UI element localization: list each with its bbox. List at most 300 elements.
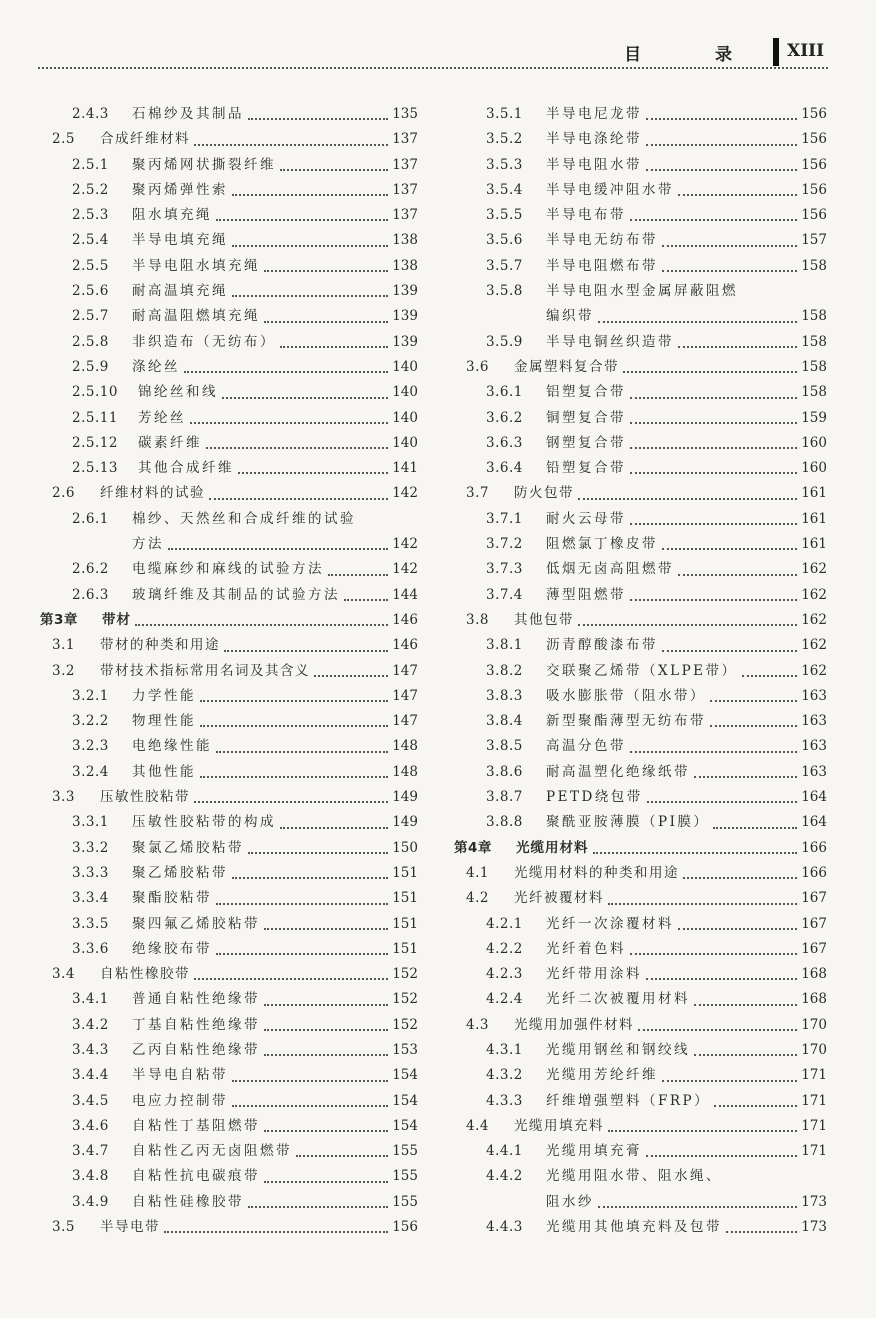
toc-entry-number: 4.2.1: [486, 915, 523, 932]
toc-entry[interactable]: [454, 127, 827, 152]
toc-entry-number: 3.3.6: [72, 940, 109, 957]
toc-leader-dots: [630, 953, 797, 955]
toc-page-number: 140: [392, 384, 418, 401]
toc-entry-title: 半导电无纺布带: [546, 232, 658, 249]
toc-entry-number: 2.5.10: [72, 384, 118, 401]
toc-entry[interactable]: [454, 633, 827, 658]
toc-leader-dots: [232, 245, 388, 247]
toc-page-number: 163: [801, 763, 827, 780]
toc-entry-number: 3.6.3: [486, 434, 523, 451]
toc-leader-dots: [264, 1029, 388, 1031]
toc-entry-number: 3.5.1: [486, 106, 523, 122]
toc-entry[interactable]: [454, 1063, 827, 1088]
toc-page-number: 162: [801, 561, 827, 578]
toc-entry-title: 光缆用芳纶纤维: [546, 1067, 658, 1084]
toc-entry-title: 普通自粘性绝缘带: [132, 991, 260, 1008]
toc-entry[interactable]: [454, 912, 827, 937]
toc-page-number: 156: [801, 207, 827, 224]
toc-entry-number: 2.5.2: [72, 181, 109, 198]
toc-leader-dots: [264, 270, 388, 272]
toc-entry[interactable]: [454, 1038, 827, 1063]
toc-entry[interactable]: [454, 406, 827, 431]
toc-leader-dots: [200, 700, 388, 702]
toc-entry-title: 半导电阻水带: [546, 156, 642, 173]
toc-entry-title: 半导电阻水型金属屏蔽阻燃: [546, 283, 738, 300]
toc-leader-dots: [598, 321, 797, 323]
toc-page-number: 148: [392, 763, 418, 780]
toc-entry-title: 薄型阻燃带: [546, 586, 626, 603]
toc-entry[interactable]: [40, 937, 418, 962]
toc-entry[interactable]: [454, 330, 827, 355]
toc-page-number: 154: [392, 1092, 418, 1109]
toc-entry[interactable]: [454, 532, 827, 557]
toc-entry-number: 2.5.4: [72, 232, 109, 249]
toc-entry-title: 光纤着色料: [546, 940, 626, 957]
toc-entry[interactable]: [40, 760, 418, 785]
toc-entry-title: 碳素纤维: [138, 434, 202, 451]
toc-entry-title: 乙丙自粘性绝缘带: [132, 1041, 260, 1058]
toc-page-number: 161: [801, 510, 827, 527]
toc-entry[interactable]: [454, 228, 827, 253]
toc-page-number: 161: [801, 536, 827, 553]
toc-entry-number: 3.4.3: [72, 1041, 109, 1058]
toc-leader-dots: [248, 118, 388, 120]
header-page-number: XIII: [787, 41, 825, 61]
toc-entry-number: 2.6.2: [72, 561, 109, 578]
toc-page-number: 154: [392, 1117, 418, 1134]
toc-entry-number: 4.4.2: [486, 1168, 523, 1185]
toc-entry-number: 3.2.4: [72, 763, 109, 780]
toc-entry[interactable]: [40, 1190, 418, 1215]
toc-page-number: 171: [801, 1143, 827, 1160]
toc-entry[interactable]: [40, 507, 418, 532]
toc-entry-number: 2.5.6: [72, 283, 109, 300]
toc-entry[interactable]: [40, 355, 418, 380]
toc-entry[interactable]: [40, 583, 418, 608]
toc-entry-number: 3.7.1: [486, 510, 523, 527]
toc-page-number: 162: [801, 611, 827, 628]
toc-entry[interactable]: [454, 481, 827, 506]
toc-leader-dots: [742, 675, 798, 677]
toc-page-number: 160: [801, 460, 827, 477]
toc-entry-number: 2.5.3: [72, 207, 109, 224]
toc-entry[interactable]: [454, 709, 827, 734]
toc-leader-dots: [623, 371, 797, 373]
toc-leader-dots: [694, 776, 797, 778]
toc-entry-number: 3.5.2: [486, 131, 523, 148]
toc-entry[interactable]: [40, 431, 418, 456]
toc-entry-number: 3.6: [466, 358, 489, 375]
toc-entry-title: 聚四氟乙烯胶粘带: [132, 915, 260, 932]
toc-entry-title: 新型聚酯薄型无纺布带: [546, 713, 706, 730]
toc-entry-number: 3.4.1: [72, 991, 109, 1008]
toc-page-number: 158: [801, 384, 827, 401]
toc-entry-number: 4.2.3: [486, 966, 523, 983]
toc-leader-dots: [238, 472, 388, 474]
toc-entry-title: 压敏性胶粘带: [100, 789, 190, 806]
toc-entry[interactable]: [40, 279, 418, 304]
toc-entry[interactable]: [454, 987, 827, 1012]
toc-entry[interactable]: [40, 127, 418, 152]
toc-page-number: 151: [392, 890, 418, 907]
toc-page-number: 163: [801, 713, 827, 730]
toc-entry-number: 3.8.5: [486, 738, 523, 755]
toc-entry-number: 2.6.3: [72, 586, 109, 603]
toc-entry-number: 3.8.4: [486, 713, 523, 730]
toc-entry[interactable]: [40, 659, 418, 684]
header-bar: [773, 38, 779, 66]
toc-page-number: 148: [392, 738, 418, 755]
toc-entry-title: 半导电阻燃布带: [546, 257, 658, 274]
toc-entry[interactable]: [40, 962, 418, 987]
toc-page-number: 153: [392, 1041, 418, 1058]
toc-entry-number: 3.7.3: [486, 561, 523, 578]
toc-leader-dots: [264, 1130, 388, 1132]
toc-page-number: 158: [801, 257, 827, 274]
toc-leader-dots: [280, 346, 388, 348]
toc-entry[interactable]: [40, 1164, 418, 1189]
toc-entry[interactable]: [454, 102, 827, 127]
toc-entry[interactable]: [454, 659, 827, 684]
toc-leader-dots: [248, 852, 388, 854]
toc-page-number: 156: [801, 181, 827, 198]
toc-entry-number: 3.5: [52, 1219, 75, 1236]
toc-entry[interactable]: [454, 203, 827, 228]
toc-entry[interactable]: [40, 456, 418, 481]
toc-entry-number: 2.4.3: [72, 106, 109, 122]
toc-entry-title: 方法: [132, 536, 164, 553]
toc-entry-title: 高温分色带: [546, 738, 626, 755]
toc-entry[interactable]: [40, 861, 418, 886]
toc-entry[interactable]: [454, 153, 827, 178]
toc-entry-title: 光缆用其他填充料及包带: [546, 1219, 722, 1236]
toc-entry[interactable]: [454, 734, 827, 759]
toc-entry-number: 3.6.4: [486, 460, 523, 477]
page-header: [0, 0, 876, 80]
toc-entry-title: 铝塑复合带: [546, 384, 626, 401]
toc-entry-number: 3.6.2: [486, 409, 523, 426]
toc-entry-number: 第4章: [454, 839, 492, 856]
toc-entry-title: 非织造布（无纺布）: [132, 333, 276, 350]
toc-leader-dots: [135, 624, 388, 626]
toc-entry[interactable]: [454, 886, 827, 911]
toc-entry[interactable]: [454, 937, 827, 962]
toc-entry[interactable]: [40, 912, 418, 937]
toc-entry[interactable]: [40, 1089, 418, 1114]
toc-entry-number: 3.5.8: [486, 283, 523, 300]
toc-leader-dots: [328, 574, 388, 576]
toc-leader-dots: [164, 1231, 388, 1233]
toc-page-number: 157: [801, 232, 827, 249]
toc-entry[interactable]: [454, 254, 827, 279]
header-title: 目 录: [624, 45, 766, 65]
toc-entry-title: 自粘性硅橡胶带: [132, 1193, 244, 1210]
toc-leader-dots: [209, 498, 388, 500]
toc-leader-dots: [232, 877, 388, 879]
toc-entry[interactable]: [454, 380, 827, 405]
toc-entry-title: 编织带: [546, 308, 594, 325]
toc-page-number: 167: [801, 940, 827, 957]
toc-entry[interactable]: [40, 810, 418, 835]
toc-entry[interactable]: [40, 406, 418, 431]
toc-entry-number: 3.4: [52, 966, 75, 983]
toc-page-number: 146: [392, 611, 418, 628]
toc-entry[interactable]: [454, 785, 827, 810]
toc-entry-number: 3.8.7: [486, 789, 523, 806]
toc-entry-title: 耐火云母带: [546, 510, 626, 527]
toc-leader-dots: [264, 321, 388, 323]
toc-page-number: 173: [801, 1193, 827, 1210]
toc-leader-dots: [168, 548, 388, 550]
toc-entry[interactable]: [40, 228, 418, 253]
toc-entry-title: 自粘性橡胶带: [100, 966, 190, 983]
toc-entry-number: 2.6: [52, 485, 75, 502]
toc-entry-title: 光缆用材料: [516, 839, 589, 856]
toc-entry-title: 锦纶丝和线: [138, 384, 218, 401]
toc-entry[interactable]: [454, 431, 827, 456]
toc-leader-dots: [630, 599, 797, 601]
toc-entry[interactable]: [40, 254, 418, 279]
toc-entry-title: 阻水纱: [546, 1193, 594, 1210]
toc-entry[interactable]: [454, 861, 827, 886]
toc-entry-title: 自粘性抗电碳痕带: [132, 1168, 260, 1185]
toc-page-number: 170: [801, 1041, 827, 1058]
toc-entry[interactable]: [40, 153, 418, 178]
toc-entry[interactable]: [454, 178, 827, 203]
toc-entry[interactable]: [454, 684, 827, 709]
toc-entry[interactable]: [454, 279, 827, 304]
toc-page-number: 167: [801, 915, 827, 932]
toc-entry[interactable]: [454, 507, 827, 532]
toc-entry[interactable]: [40, 178, 418, 203]
toc-entry-title: 物理性能: [132, 713, 196, 730]
toc-entry[interactable]: [454, 456, 827, 481]
toc-page-number: 162: [801, 662, 827, 679]
toc-leader-dots: [280, 827, 388, 829]
toc-page-number: 139: [392, 308, 418, 325]
toc-entry-number: 3.8.3: [486, 687, 523, 704]
toc-entry[interactable]: [454, 1215, 827, 1240]
toc-leader-dots: [232, 194, 388, 196]
toc-entry[interactable]: [40, 684, 418, 709]
toc-entry[interactable]: [40, 987, 418, 1012]
toc-page-number: 156: [801, 106, 827, 122]
toc-entry[interactable]: [40, 1139, 418, 1164]
toc-entry-title: 光缆用加强件材料: [514, 1016, 634, 1033]
toc-entry[interactable]: [40, 1114, 418, 1139]
toc-entry-title: 聚酰亚胺薄膜（PI膜）: [546, 814, 710, 831]
toc-leader-dots: [662, 650, 797, 652]
toc-left-column: [40, 102, 418, 1240]
toc-entry-title: 半导电铜丝织造带: [546, 333, 674, 350]
toc-entry-title: 耐高温塑化绝缘纸带: [546, 763, 690, 780]
toc-leader-dots: [694, 1004, 797, 1006]
toc-page-number: 151: [392, 915, 418, 932]
toc-chapter[interactable]: [454, 836, 827, 861]
toc-entry[interactable]: [40, 734, 418, 759]
toc-entry[interactable]: [40, 557, 418, 582]
toc-leader-dots: [678, 194, 797, 196]
toc-page-number: 162: [801, 637, 827, 654]
toc-entry-number: 3.5.7: [486, 257, 523, 274]
toc-entry[interactable]: [40, 709, 418, 734]
toc-leader-dots: [264, 1181, 388, 1183]
toc-leader-dots: [630, 523, 797, 525]
toc-chapter[interactable]: [40, 608, 418, 633]
toc-entry[interactable]: [454, 608, 827, 633]
toc-page-number: 141: [392, 460, 418, 477]
toc-entry-number: 3.7: [466, 485, 489, 502]
toc-leader-dots: [344, 599, 388, 601]
toc-leader-dots: [694, 1054, 797, 1056]
toc-page-number: 142: [392, 536, 418, 553]
toc-entry[interactable]: [40, 203, 418, 228]
toc-entry[interactable]: [40, 481, 418, 506]
toc-page-number: 171: [801, 1092, 827, 1109]
toc-entry[interactable]: [40, 1215, 418, 1240]
toc-leader-dots: [598, 1206, 797, 1208]
toc-leader-dots: [248, 1206, 388, 1208]
toc-entry-number: 3.3.5: [72, 915, 109, 932]
toc-entry-number: 3.3.4: [72, 890, 109, 907]
toc-leader-dots: [216, 751, 388, 753]
toc-entry-title: 半导电带: [100, 1219, 160, 1236]
toc-entry[interactable]: [454, 1114, 827, 1139]
toc-entry[interactable]: [40, 102, 418, 127]
toc-entry-number: 3.3.3: [72, 864, 109, 881]
toc-entry[interactable]: [40, 1038, 418, 1063]
toc-entry[interactable]: [40, 785, 418, 810]
toc-leader-dots: [200, 725, 388, 727]
toc-page-number: 154: [392, 1067, 418, 1084]
toc-entry-number: 3.2.1: [72, 687, 109, 704]
toc-page-number: 147: [392, 662, 418, 679]
toc-entry[interactable]: [40, 1013, 418, 1038]
toc-page-number: 140: [392, 409, 418, 426]
toc-leader-dots: [710, 700, 797, 702]
toc-page-number: 171: [801, 1067, 827, 1084]
toc-page-number: 144: [392, 586, 418, 603]
toc-entry[interactable]: [454, 355, 827, 380]
toc-entry-number: 3.4.2: [72, 1016, 109, 1033]
toc-page-number: 146: [392, 637, 418, 654]
toc-entry[interactable]: [454, 1089, 827, 1114]
toc-entry-title: 电应力控制带: [132, 1092, 228, 1109]
toc-entry-title: 交联聚乙烯带（XLPE带）: [546, 662, 738, 679]
toc-entry-title: 绝缘胶布带: [132, 940, 212, 957]
toc-page-number: 164: [801, 814, 827, 831]
toc-entry-title: 光纤被覆材料: [514, 890, 604, 907]
toc-entry[interactable]: [40, 886, 418, 911]
toc-entry-number: 2.6.1: [72, 510, 109, 527]
toc-entry-title: 光缆用材料的种类和用途: [514, 864, 679, 881]
toc-page-number: 139: [392, 333, 418, 350]
toc-entry-title: 芳纶丝: [138, 409, 186, 426]
toc-entry-title: PETD绕包带: [546, 789, 643, 806]
toc-entry-title: 阻水填充绳: [132, 207, 212, 224]
toc-page-number: 137: [392, 181, 418, 198]
toc-entry[interactable]: [454, 1013, 827, 1038]
toc-entry-title: 力学性能: [132, 687, 196, 704]
toc-entry-title: 玻璃纤维及其制品的试验方法: [132, 586, 340, 603]
toc-leader-dots: [662, 245, 797, 247]
toc-leader-dots: [678, 928, 797, 930]
toc-entry-title: 光缆用填充料: [514, 1117, 604, 1134]
toc-page-number: 159: [801, 409, 827, 426]
toc-entry-title: 防火包带: [514, 485, 574, 502]
toc-entry-title: 棉纱、天然丝和合成纤维的试验: [132, 510, 356, 527]
toc-entry-number: 2.5.1: [72, 156, 109, 173]
toc-entry-title: 自粘性乙丙无卤阻燃带: [132, 1143, 292, 1160]
toc-leader-dots: [224, 650, 388, 652]
toc-entry-number: 3.3.2: [72, 839, 109, 856]
toc-leader-dots: [264, 1054, 388, 1056]
toc-entry[interactable]: [454, 557, 827, 582]
toc-entry-title: 丁基自粘性绝缘带: [132, 1016, 260, 1033]
toc-leader-dots: [184, 371, 388, 373]
toc-page-number: 137: [392, 131, 418, 148]
toc-entry-number: 3.7.2: [486, 536, 523, 553]
toc-entry-number: 3.3.1: [72, 814, 109, 831]
toc-entry[interactable]: [40, 304, 418, 329]
toc-entry-number: 4.3.1: [486, 1041, 523, 1058]
toc-entry-title: 带材的种类和用途: [100, 637, 220, 654]
toc-entry[interactable]: [454, 1190, 827, 1215]
toc-entry-title: 铜塑复合带: [546, 409, 626, 426]
toc-leader-dots: [646, 1155, 797, 1157]
toc-leader-dots: [630, 472, 797, 474]
toc-page-number: 156: [392, 1219, 418, 1236]
toc-page-number: 171: [801, 1117, 827, 1134]
toc-entry-number: 3.5.5: [486, 207, 523, 224]
toc-page-number: 140: [392, 358, 418, 375]
toc-entry-number: 4.3.2: [486, 1067, 523, 1084]
toc-entry[interactable]: [40, 633, 418, 658]
toc-page-number: 142: [392, 485, 418, 502]
toc-leader-dots: [216, 953, 388, 955]
toc-entry-number: 2.5.5: [72, 257, 109, 274]
toc-entry-title: 半导电缓冲阻水带: [546, 181, 674, 198]
toc-entry-title: 吸水膨胀带（阻水带）: [546, 687, 706, 704]
toc-leader-dots: [630, 422, 797, 424]
toc-entry[interactable]: [40, 330, 418, 355]
toc-page-number: 155: [392, 1143, 418, 1160]
toc-entry-title: 沥青醇酸漆布带: [546, 637, 658, 654]
toc-page-number: 158: [801, 358, 827, 375]
toc-leader-dots: [206, 447, 388, 449]
toc-entry[interactable]: [40, 1063, 418, 1088]
toc-entry-title: 阻燃氯丁橡皮带: [546, 536, 658, 553]
toc-page-number: 147: [392, 687, 418, 704]
toc-entry[interactable]: [454, 583, 827, 608]
toc-entry[interactable]: [454, 304, 827, 329]
toc-entry[interactable]: [40, 380, 418, 405]
toc-entry[interactable]: [454, 810, 827, 835]
toc-entry[interactable]: [454, 1164, 827, 1189]
toc-entry[interactable]: [40, 532, 418, 557]
toc-entry[interactable]: [454, 760, 827, 785]
toc-entry-title: 涤纶丝: [132, 358, 180, 375]
toc-entry[interactable]: [454, 1139, 827, 1164]
toc-page-number: 137: [392, 207, 418, 224]
toc-entry[interactable]: [454, 962, 827, 987]
toc-entry[interactable]: [40, 836, 418, 861]
toc-page-number: 164: [801, 789, 827, 806]
toc-entry-title: 电缆麻纱和麻线的试验方法: [132, 561, 324, 578]
toc-page-number: 135: [392, 106, 418, 122]
toc-entry-number: 3.5.3: [486, 156, 523, 173]
toc-leader-dots: [232, 1105, 388, 1107]
